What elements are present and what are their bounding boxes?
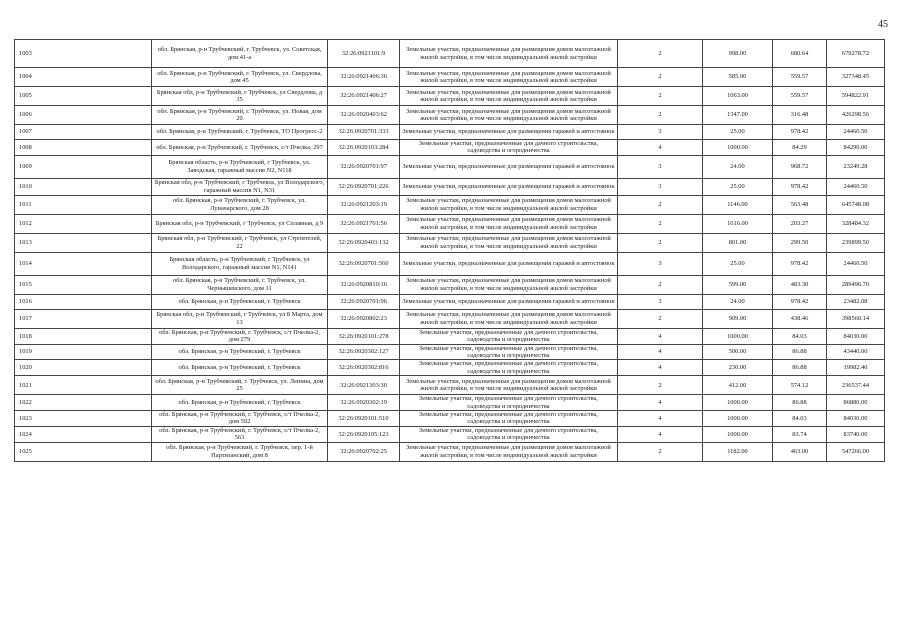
row-land-use: Земельные участки, предназначенные для размещения гаражей и автостоянок bbox=[400, 125, 618, 140]
table-row bbox=[15, 87, 885, 106]
table-row bbox=[15, 328, 885, 344]
row-cadastral-value: 547266.00 bbox=[827, 442, 885, 461]
table-row bbox=[15, 125, 885, 140]
row-address: обл. Брянская, р-н Трубчевский, г. Трубчевск, с/т Пчелка-2, 563 bbox=[152, 426, 328, 442]
row-cadastral-number: 32:26:0920810:16 bbox=[328, 275, 400, 294]
table-row bbox=[15, 411, 885, 427]
page-number: 45 bbox=[878, 19, 888, 30]
row-address: обл. Брянская, р-н Трубчевский, г. Трубчевск bbox=[152, 395, 328, 411]
row-address: обл. Брянская, р-н Трубчевский, г. Трубчевск, ул. Ленина, дом 25 bbox=[152, 376, 328, 395]
row-id: 1024 bbox=[15, 426, 152, 442]
table-row bbox=[15, 376, 885, 395]
table-row bbox=[15, 155, 885, 178]
row-area: 585.00 bbox=[703, 68, 773, 87]
row-land-use: Земельные участки, предназначенные для размещения домов малоэтажной жилой застройки, в том числе индивидуальной жилой застройки bbox=[400, 68, 618, 87]
row-id: 1021 bbox=[15, 376, 152, 395]
row-group: 3 bbox=[618, 294, 703, 309]
row-id: 1014 bbox=[15, 252, 152, 275]
row-area: 24.00 bbox=[703, 294, 773, 309]
row-area: 25.00 bbox=[703, 125, 773, 140]
table-row bbox=[15, 442, 885, 461]
row-address: Брянская область, р-н Трубчевский, г Трубчевск, ул. Заводская, гаражный массив N2, N118 bbox=[152, 155, 328, 178]
row-group: 2 bbox=[618, 87, 703, 106]
row-rate: 83.74 bbox=[773, 426, 827, 442]
row-cadastral-number: 32:26:0920302:816 bbox=[328, 360, 400, 376]
row-group: 4 bbox=[618, 395, 703, 411]
row-address: обл. Брянская, р-н Трубчевский, г. Трубчевск, ул. Новая, дом 20 bbox=[152, 106, 328, 125]
row-cadastral-value: 83740.00 bbox=[827, 426, 885, 442]
row-id: 1003 bbox=[15, 40, 152, 68]
row-group: 4 bbox=[618, 328, 703, 344]
row-id: 1020 bbox=[15, 360, 152, 376]
row-group: 3 bbox=[618, 252, 703, 275]
row-id: 1009 bbox=[15, 155, 152, 178]
row-rate: 84.03 bbox=[773, 328, 827, 344]
row-land-use: Земельные участки, предназначенные для размещения домов малоэтажной жилой застройки, в том числе индивидуальной жилой застройки bbox=[400, 195, 618, 214]
row-group: 2 bbox=[618, 442, 703, 461]
row-cadastral-number: 32:26:0920105:123 bbox=[328, 426, 400, 442]
row-cadastral-number: 32:26:0920302:19 bbox=[328, 395, 400, 411]
row-cadastral-value: 594822.91 bbox=[827, 87, 885, 106]
row-area: 1000.00 bbox=[703, 140, 773, 156]
row-area: 599.00 bbox=[703, 275, 773, 294]
row-id: 1008 bbox=[15, 140, 152, 156]
table-row bbox=[15, 294, 885, 309]
row-id: 1013 bbox=[15, 233, 152, 252]
row-cadastral-value: 327348.45 bbox=[827, 68, 885, 87]
row-cadastral-value: 84030.00 bbox=[827, 411, 885, 427]
row-area: 1000.00 bbox=[703, 411, 773, 427]
row-cadastral-number: 32:26:0920403:62 bbox=[328, 106, 400, 125]
row-cadastral-number: 32:26:0920302:127 bbox=[328, 344, 400, 360]
row-cadastral-number: 32:26:0921203:19 bbox=[328, 195, 400, 214]
row-cadastral-number: 32:26:0921303:30 bbox=[328, 376, 400, 395]
row-group: 2 bbox=[618, 275, 703, 294]
row-address: обл. Брянская, р-н Трубчевский, г. Трубчевск, с/т Пчелка, 297 bbox=[152, 140, 328, 156]
row-rate: 203.27 bbox=[773, 214, 827, 233]
land-plots-table bbox=[14, 39, 885, 462]
row-group: 3 bbox=[618, 155, 703, 178]
table-row bbox=[15, 252, 885, 275]
row-cadastral-number: 32:26:0921406:27 bbox=[328, 87, 400, 106]
row-rate: 86.88 bbox=[773, 395, 827, 411]
row-cadastral-value: 24460.50 bbox=[827, 252, 885, 275]
table-row bbox=[15, 309, 885, 328]
row-rate: 968.72 bbox=[773, 155, 827, 178]
row-id: 1004 bbox=[15, 68, 152, 87]
row-id: 1012 bbox=[15, 214, 152, 233]
row-group: 2 bbox=[618, 195, 703, 214]
row-group: 4 bbox=[618, 426, 703, 442]
table-row bbox=[15, 233, 885, 252]
row-cadastral-value: 23249.28 bbox=[827, 155, 885, 178]
row-land-use: Земельные участки, предназначенные для размещения гаражей и автостоянок bbox=[400, 252, 618, 275]
row-cadastral-number: 32:26:0921406:36 bbox=[328, 68, 400, 87]
row-group: 4 bbox=[618, 140, 703, 156]
table-row bbox=[15, 195, 885, 214]
row-id: 1007 bbox=[15, 125, 152, 140]
row-land-use: Земельные участки, предназначенные для размещения гаражей и автостоянок bbox=[400, 178, 618, 195]
row-land-use: Земельные участки, предназначенные для дачного строительства, садоводства и огородничества bbox=[400, 328, 618, 344]
row-cadastral-value: 23482.08 bbox=[827, 294, 885, 309]
row-land-use: Земельные участки, предназначенные для размещения домов малоэтажной жилой застройки, в том числе индивидуальной жилой застройки bbox=[400, 87, 618, 106]
row-rate: 438.46 bbox=[773, 309, 827, 328]
row-id: 1011 bbox=[15, 195, 152, 214]
row-id: 1022 bbox=[15, 395, 152, 411]
row-id: 1015 bbox=[15, 275, 152, 294]
row-rate: 316.48 bbox=[773, 106, 827, 125]
row-land-use: Земельные участки, предназначенные для размещения домов малоэтажной жилой застройки, в том числе индивидуальной жилой застройки bbox=[400, 214, 618, 233]
row-cadastral-number: 32:26:0920103:284 bbox=[328, 140, 400, 156]
row-cadastral-value: 239899.50 bbox=[827, 233, 885, 252]
row-cadastral-number: 32:26:0921101:9 bbox=[328, 40, 400, 68]
row-address: Брянская обл, р-н Трубчевский, г Трубчевск, ул 8 Марта, дом 13 bbox=[152, 309, 328, 328]
row-group: 2 bbox=[618, 376, 703, 395]
row-land-use: Земельные участки, предназначенные для размещения гаражей и автостоянок bbox=[400, 155, 618, 178]
row-area: 25.00 bbox=[703, 178, 773, 195]
row-area: 1063.00 bbox=[703, 87, 773, 106]
row-address: Брянская обл, р-н Трубчевский, г Трубчевск, ул Володарского, гаражный массив N1, N31 bbox=[152, 178, 328, 195]
row-cadastral-value: 19982.40 bbox=[827, 360, 885, 376]
row-rate: 86.88 bbox=[773, 344, 827, 360]
row-area: 1000.00 bbox=[703, 328, 773, 344]
row-cadastral-value: 24460.50 bbox=[827, 178, 885, 195]
row-land-use: Земельные участки, предназначенные для дачного строительства, садоводства и огородничества bbox=[400, 140, 618, 156]
row-area: 1347.00 bbox=[703, 106, 773, 125]
row-area: 412.00 bbox=[703, 376, 773, 395]
row-area: 230.00 bbox=[703, 360, 773, 376]
row-group: 4 bbox=[618, 360, 703, 376]
row-area: 1182.00 bbox=[703, 442, 773, 461]
row-rate: 978.42 bbox=[773, 125, 827, 140]
table-row bbox=[15, 106, 885, 125]
row-rate: 563.48 bbox=[773, 195, 827, 214]
row-land-use: Земельные участки, предназначенные для дачного строительства, садоводства и огородничества bbox=[400, 411, 618, 427]
row-rate: 84.03 bbox=[773, 411, 827, 427]
row-land-use: Земельные участки, предназначенные для дачного строительства, садоводства и огородничества bbox=[400, 426, 618, 442]
row-rate: 574.12 bbox=[773, 376, 827, 395]
row-land-use: Земельные участки, предназначенные для размещения домов малоэтажной жилой застройки, в том числе индивидуальной жилой застройки bbox=[400, 442, 618, 461]
table-row bbox=[15, 275, 885, 294]
row-land-use: Земельные участки, предназначенные для размещения домов малоэтажной жилой застройки, в том числе индивидуальной жилой застройки bbox=[400, 376, 618, 395]
row-address: Брянская обл, р-н Трубчевский, г Трубчевск, ул Сплавная, д 9 bbox=[152, 214, 328, 233]
row-group: 2 bbox=[618, 233, 703, 252]
row-land-use: Земельные участки, предназначенные для размещения домов малоэтажной жилой застройки, в том числе индивидуальной жилой застройки bbox=[400, 275, 618, 294]
row-group: 2 bbox=[618, 40, 703, 68]
row-id: 1019 bbox=[15, 344, 152, 360]
row-area: 1000.00 bbox=[703, 395, 773, 411]
row-area: 24.00 bbox=[703, 155, 773, 178]
row-land-use: Земельные участки, предназначенные для размещения домов малоэтажной жилой застройки, в том числе индивидуальной жилой застройки bbox=[400, 106, 618, 125]
row-cadastral-value: 328484.32 bbox=[827, 214, 885, 233]
row-address: обл. Брянская, р-н Трубчевский, г. Трубчевск, ул. Луначарского, дом 28 bbox=[152, 195, 328, 214]
row-address: обл. Брянская, р-н Трубчевский, г. Трубчевск bbox=[152, 360, 328, 376]
row-cadastral-value: 426298.56 bbox=[827, 106, 885, 125]
row-area: 500.00 bbox=[703, 344, 773, 360]
row-id: 1005 bbox=[15, 87, 152, 106]
row-cadastral-value: 43440.00 bbox=[827, 344, 885, 360]
row-rate: 978.42 bbox=[773, 252, 827, 275]
row-land-use: Земельные участки, предназначенные для дачного строительства, садоводства и огородничества bbox=[400, 344, 618, 360]
row-address: Брянская обл, р-н Трубчевский, г Трубчевск, ул Строителей, 22 bbox=[152, 233, 328, 252]
row-rate: 84.29 bbox=[773, 140, 827, 156]
row-address: обл. Брянская, р-н Трубчевский, г. Трубчевск, ул. Советская, дом 41-а bbox=[152, 40, 328, 68]
row-cadastral-number: 32:26:0920802:23 bbox=[328, 309, 400, 328]
table-row bbox=[15, 140, 885, 156]
row-cadastral-value: 679278.72 bbox=[827, 40, 885, 68]
row-rate: 978.42 bbox=[773, 178, 827, 195]
row-cadastral-value: 289496.70 bbox=[827, 275, 885, 294]
row-cadastral-number: 32:26:0920701:97 bbox=[328, 155, 400, 178]
row-cadastral-value: 84290.00 bbox=[827, 140, 885, 156]
row-address: обл. Брянская, р-н Трубчевский, г. Трубчевск bbox=[152, 294, 328, 309]
row-address: обл. Брянская, р-н Трубчевский, г. Трубчевск, пер. 1-й Партизанский, дом 8 bbox=[152, 442, 328, 461]
row-cadastral-number: 32:26:0920702:25 bbox=[328, 442, 400, 461]
row-rate: 463.00 bbox=[773, 442, 827, 461]
row-cadastral-number: 32:26:0920403:132 bbox=[328, 233, 400, 252]
row-group: 2 bbox=[618, 214, 703, 233]
row-rate: 559.57 bbox=[773, 68, 827, 87]
row-land-use: Земельные участки, предназначенные для размещения домов малоэтажной жилой застройки, в том числе индивидуальной жилой застройки bbox=[400, 40, 618, 68]
row-area: 998.00 bbox=[703, 40, 773, 68]
table-row bbox=[15, 360, 885, 376]
row-address: обл. Брянская, р-н Трубчевский, г. Трубчевск, ул. Чернышевского, дом 11 bbox=[152, 275, 328, 294]
row-group: 2 bbox=[618, 309, 703, 328]
row-address: обл. Брянская, р-н Трубчевский, г. Трубчевск bbox=[152, 344, 328, 360]
table-row bbox=[15, 178, 885, 195]
row-cadastral-value: 398560.14 bbox=[827, 309, 885, 328]
row-cadastral-value: 236537.44 bbox=[827, 376, 885, 395]
row-land-use: Земельные участки, предназначенные для дачного строительства, садоводства и огородничества bbox=[400, 360, 618, 376]
row-area: 801.00 bbox=[703, 233, 773, 252]
row-id: 1023 bbox=[15, 411, 152, 427]
row-cadastral-number: 32:26:0920701:226 bbox=[328, 178, 400, 195]
row-id: 1018 bbox=[15, 328, 152, 344]
table-row bbox=[15, 395, 885, 411]
row-cadastral-number: 32:26:0920101:510 bbox=[328, 411, 400, 427]
row-address: Брянская область, р-н Трубчевский, г Трубчевск, ул Володарского, гаражный массив N1, N141 bbox=[152, 252, 328, 275]
row-group: 2 bbox=[618, 106, 703, 125]
row-rate: 483.30 bbox=[773, 275, 827, 294]
row-rate: 299.50 bbox=[773, 233, 827, 252]
row-area: 1000.00 bbox=[703, 426, 773, 442]
row-cadastral-number: 32:26:0920101:278 bbox=[328, 328, 400, 344]
row-group: 3 bbox=[618, 178, 703, 195]
row-cadastral-number: 32:26:0920701:96 bbox=[328, 294, 400, 309]
row-cadastral-number: 32:26:0921701:56 bbox=[328, 214, 400, 233]
row-area: 25.00 bbox=[703, 252, 773, 275]
row-id: 1017 bbox=[15, 309, 152, 328]
row-cadastral-number: 32:26:0920701:333 bbox=[328, 125, 400, 140]
row-land-use: Земельные участки, предназначенные для размещения домов малоэтажной жилой застройки, в том числе индивидуальной жилой застройки bbox=[400, 233, 618, 252]
row-cadastral-value: 24460.50 bbox=[827, 125, 885, 140]
row-group: 4 bbox=[618, 411, 703, 427]
table-row bbox=[15, 214, 885, 233]
table-row bbox=[15, 344, 885, 360]
row-address: обл. Брянская, р-н Трубчевский, г. Трубчевск, с/т Пчелка-2, дом 592 bbox=[152, 411, 328, 427]
row-land-use: Земельные участки, предназначенные для дачного строительства, садоводства и огородничества bbox=[400, 395, 618, 411]
row-group: 4 bbox=[618, 344, 703, 360]
row-rate: 86.88 bbox=[773, 360, 827, 376]
row-address: обл. Брянская, р-н Трубчевский, г. Трубчевск, ТО Прогресс-2 bbox=[152, 125, 328, 140]
row-id: 1006 bbox=[15, 106, 152, 125]
row-id: 1016 bbox=[15, 294, 152, 309]
row-area: 1146.00 bbox=[703, 195, 773, 214]
row-rate: 978.42 bbox=[773, 294, 827, 309]
row-address: обл. Брянская, р-н Трубчевский, г. Трубчевск, с/т Пчелка-2, дом 279 bbox=[152, 328, 328, 344]
row-group: 3 bbox=[618, 125, 703, 140]
row-group: 2 bbox=[618, 68, 703, 87]
row-land-use: Земельные участки, предназначенные для размещения гаражей и автостоянок bbox=[400, 294, 618, 309]
table-row bbox=[15, 68, 885, 87]
row-address: Брянская обл, р-н Трубчевский, г Трубчевск, ул Свердлова, д 35 bbox=[152, 87, 328, 106]
row-address: обл. Брянская, р-н Трубчевский, г. Трубчевск, ул. Свердлова, дом 45 bbox=[152, 68, 328, 87]
row-cadastral-value: 86880.00 bbox=[827, 395, 885, 411]
row-area: 1616.00 bbox=[703, 214, 773, 233]
row-rate: 559.57 bbox=[773, 87, 827, 106]
row-cadastral-value: 645748.08 bbox=[827, 195, 885, 214]
row-cadastral-number: 32:26:0920701:560 bbox=[328, 252, 400, 275]
row-cadastral-value: 84030.00 bbox=[827, 328, 885, 344]
row-id: 1010 bbox=[15, 178, 152, 195]
row-land-use: Земельные участки, предназначенные для размещения домов малоэтажной жилой застройки, в том числе индивидуальной жилой застройки bbox=[400, 309, 618, 328]
table-row bbox=[15, 40, 885, 68]
row-id: 1025 bbox=[15, 442, 152, 461]
row-area: 909.00 bbox=[703, 309, 773, 328]
table-row bbox=[15, 426, 885, 442]
row-rate: 680.64 bbox=[773, 40, 827, 68]
